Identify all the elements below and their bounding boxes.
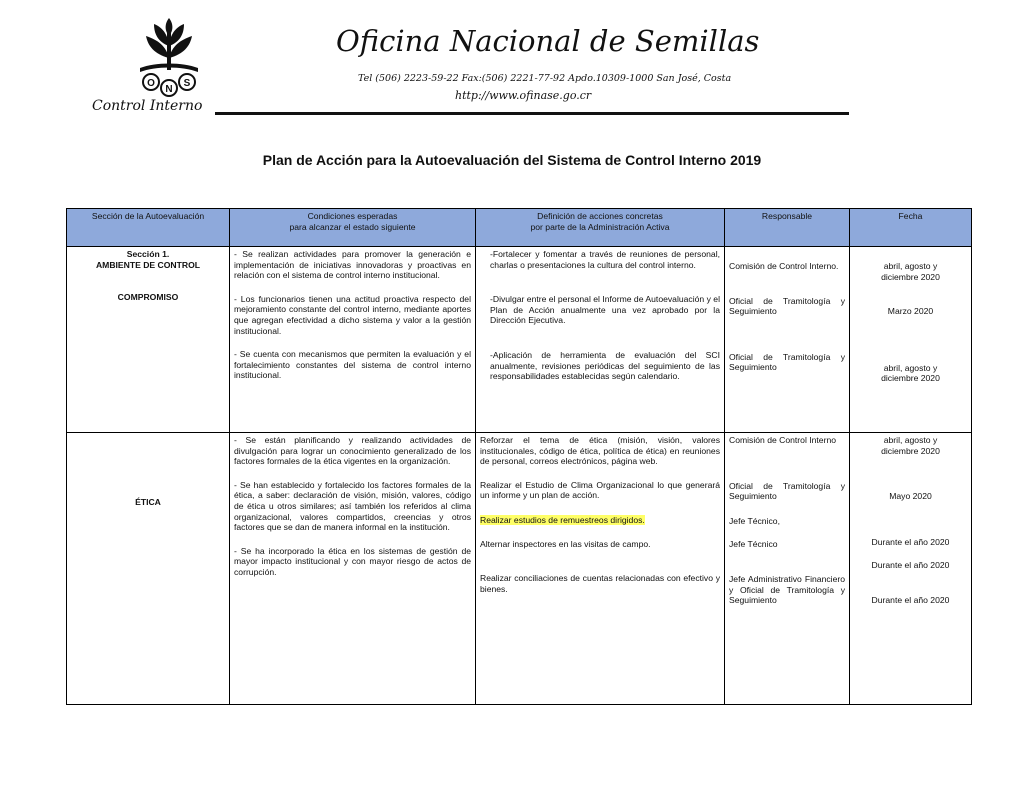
- condition-item: - Se han establecido y fortalecido los factores formales de la ética, a saber: declaración de visión, misión, valores, código de ética u otros similares; así también los referidos al clima organizacional, valores compartidos, creencias y otros factores que se dan de manera informal en la institución.: [234, 479, 471, 533]
- cell-conditions: [230, 433, 476, 705]
- cell-conditions: [230, 247, 476, 433]
- header-responsible: Responsable: [725, 209, 850, 247]
- responsible-item: Jefe Técnico,: [729, 515, 780, 526]
- action-item: Reforzar el tema de ética (misión, visión, valores institucionales, código de ética, política de ética) en reuniones de personal, correos electrónicos, página web.: [480, 435, 720, 467]
- section-number: Sección 1.: [126, 249, 170, 259]
- table-row: [67, 247, 972, 433]
- condition-item: - Se ha incorporado la ética en los sistemas de gestión de mayor impacto institucional y con mayor riesgo de actos de corrupción.: [234, 545, 471, 577]
- date-item: Durante el año 2020: [871, 560, 950, 571]
- action-item: Alternar inspectores en las visitas de campo.: [480, 538, 651, 549]
- date-item: abril, agosto y diciembre 2020: [881, 261, 940, 282]
- responsible-item: Oficial de Tramitología y Seguimiento: [729, 295, 845, 317]
- cell-responsible: [725, 247, 850, 433]
- date-item: Durante el año 2020: [871, 536, 950, 547]
- responsible-item: Comisión de Control Interno.: [729, 261, 839, 271]
- responsible-item: Oficial de Tramitología y Seguimiento: [729, 480, 845, 502]
- date-item: abril, agosto y diciembre 2020: [881, 435, 940, 456]
- responsible-item: Jefe Técnico: [729, 539, 778, 550]
- action-plan-table: [66, 208, 972, 705]
- date-item: Durante el año 2020: [871, 594, 950, 605]
- table-row: [67, 433, 972, 705]
- header-conditions: Condiciones esperadas para alcanzar el estado siguiente: [230, 209, 476, 247]
- action-item: -Aplicación de herramienta de evaluación del SCI anualmente, revisiones periódicas del seguimiento de las responsabilidades establecidas según calendario.: [490, 349, 720, 382]
- action-item: Realizar el Estudio de Clima Organizacional lo que generará un informe y un plan de acción.: [480, 479, 720, 501]
- cell-actions: [476, 247, 725, 433]
- website-link[interactable]: http://www.ofinase.go.cr: [455, 89, 592, 102]
- cell-section: [67, 433, 230, 705]
- cell-actions: [476, 433, 725, 705]
- section-name: ÉTICA: [135, 497, 161, 507]
- header-date: Fecha: [850, 209, 972, 247]
- ons-logo: [136, 18, 202, 98]
- cell-responsible: [725, 433, 850, 705]
- header-section: Sección de la Autoevaluación: [67, 209, 230, 247]
- cell-section: [67, 247, 230, 433]
- organization-name: Oficina Nacional de Semillas: [336, 24, 760, 58]
- highlighted-action: Realizar estudios de remuestreos dirigidos.: [480, 514, 645, 525]
- subsection-name: COMPROMISO: [117, 292, 179, 303]
- date-item: Mayo 2020: [889, 491, 932, 502]
- condition-item: - Se están planificando y realizando actividades de divulgación para lograr un conocimiento generalizado de los factores formales de la ética vigentes en la organización.: [234, 435, 471, 467]
- contact-info: Tel (506) 2223-59-22 Fax:(506) 2221-77-92 Apdo.10309-1000 San José, Costa: [358, 73, 732, 84]
- logo-letter-n: N: [165, 84, 173, 95]
- condition-item: - Los funcionarios tienen una actitud proactiva respecto del mejoramiento constante del control interno, mediante aportes que agregan efectividad a dicho sistema y valor a la gestión institucional.: [234, 293, 471, 336]
- responsible-item: Oficial de Tramitología y Seguimiento: [729, 351, 845, 373]
- logo-letter-s: S: [183, 78, 191, 89]
- logo-letter-o: O: [147, 78, 155, 89]
- condition-item: - Se cuenta con mecanismos que permiten la evaluación y el fortalecimiento constantes del sistema de control interno institucional.: [234, 349, 471, 381]
- section-name: AMBIENTE DE CONTROL: [95, 259, 201, 270]
- document-title: Plan de Acción para la Autoevaluación del Sistema de Control Interno 2019: [262, 152, 762, 168]
- cell-date: [850, 247, 972, 433]
- date-item: Marzo 2020: [887, 306, 934, 317]
- condition-item: - Se realizan actividades para promover la generación e implementación de iniciativas innovadoras y proactivas en relación con el sistema de control interno institucional.: [234, 249, 471, 281]
- action-item: -Fortalecer y fomentar a través de reuniones de personal, charlas o presentaciones la cultura del control interno.: [490, 249, 720, 270]
- header-actions: Definición de acciones concretas por parte de la Administración Activa: [476, 209, 725, 247]
- cell-date: [850, 433, 972, 705]
- action-item: -Divulgar entre el personal el Informe de Autoevaluación y el Plan de Acción anualmente una vez aprobado por la Dirección Ejecutiva.: [490, 294, 720, 326]
- unit-name: Control Interno: [92, 98, 203, 114]
- action-item: Realizar conciliaciones de cuentas relacionadas con efectivo y bienes.: [480, 573, 720, 594]
- table-header-row: [67, 209, 972, 247]
- responsible-item: Comisión de Control Interno: [729, 435, 836, 445]
- responsible-item: Jefe Administrativo Financiero y Oficial de Tramitología y Seguimiento: [729, 573, 845, 606]
- header-divider: [215, 112, 849, 115]
- date-item: abril, agosto y diciembre 2020: [881, 362, 940, 384]
